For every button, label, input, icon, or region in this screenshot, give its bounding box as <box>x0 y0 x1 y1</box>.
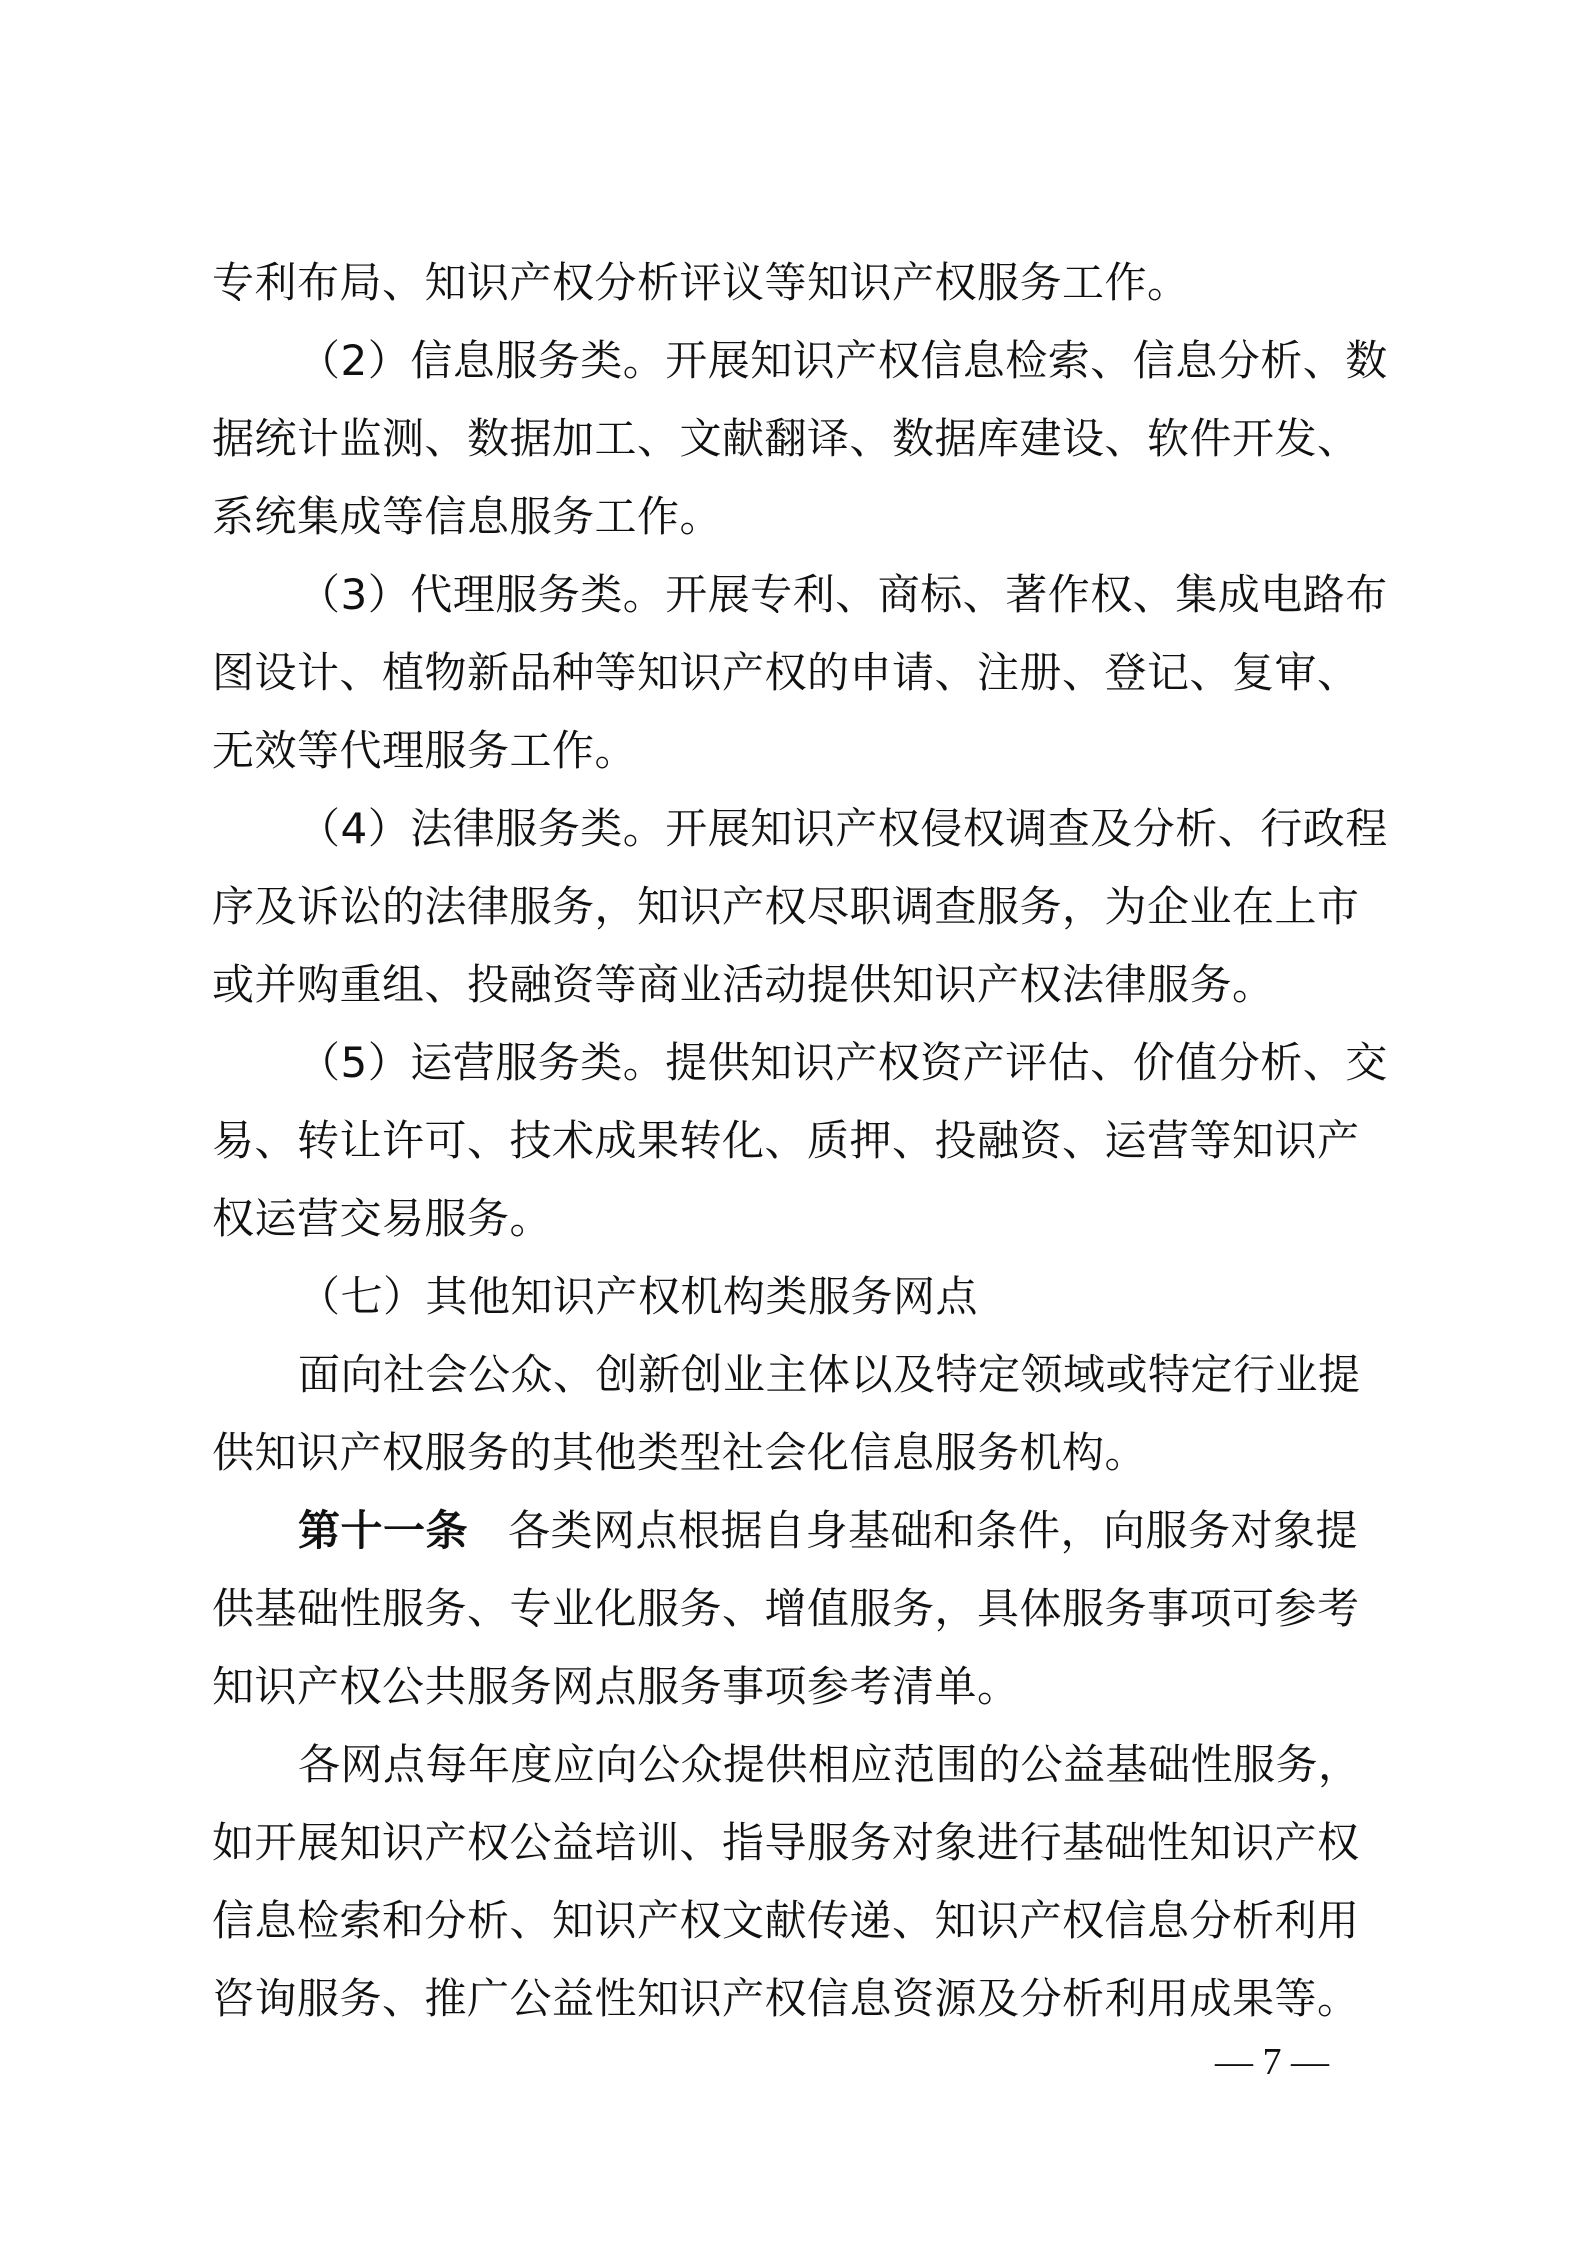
paragraph-line: 信息检索和分析、知识产权文献传递、知识产权信息分析利用 <box>212 1896 1360 1945</box>
paragraph-line: （4）法律服务类。开展知识产权侵权调查及分析、行政程 <box>298 804 1388 853</box>
section-heading: （七）其他知识产权机构类服务网点 <box>298 1272 979 1321</box>
paragraph-line: 面向社会公众、创新创业主体以及特定领域或特定行业提 <box>298 1350 1361 1399</box>
article-label: 第十一条 <box>298 1506 469 1555</box>
paragraph-line: （5）运营服务类。提供知识产权资产评估、价值分析、交 <box>298 1038 1388 1087</box>
paragraph-line: 如开展知识产权公益培训、指导服务对象进行基础性知识产权 <box>212 1818 1360 1867</box>
paragraph-line: 据统计监测、数据加工、文献翻译、数据库建设、软件开发、 <box>212 414 1360 463</box>
paragraph-line: 专利布局、知识产权分析评议等知识产权服务工作。 <box>212 258 1190 307</box>
paragraph-line: 或并购重组、投融资等商业活动提供知识产权法律服务。 <box>212 960 1275 1009</box>
paragraph-line: 供基础性服务、专业化服务、增值服务，具体服务事项可参考 <box>212 1584 1360 1633</box>
paragraph-line: 序及诉讼的法律服务，知识产权尽职调查服务，为企业在上市 <box>212 882 1360 931</box>
article-text: 各类网点根据自身基础和条件，向服务对象提 <box>508 1506 1359 1555</box>
paragraph-line: 易、转让许可、技术成果转化、质押、投融资、运营等知识产 <box>212 1116 1360 1165</box>
paragraph-line: 供知识产权服务的其他类型社会化信息服务机构。 <box>212 1428 1148 1477</box>
paragraph-line: 咨询服务、推广公益性知识产权信息资源及分析利用成果等。 <box>212 1974 1360 2023</box>
article-line <box>212 1492 1384 1570</box>
paragraph-line: 无效等代理服务工作。 <box>212 726 638 775</box>
paragraph-line: 各网点每年度应向公众提供相应范围的公益基础性服务， <box>298 1740 1361 1789</box>
page-number: — 7 — <box>1215 2041 1329 2083</box>
paragraph-line: 权运营交易服务。 <box>212 1194 553 1243</box>
paragraph-line: 知识产权公共服务网点服务事项参考清单。 <box>212 1662 1020 1711</box>
paragraph-line: 系统集成等信息服务工作。 <box>212 492 723 541</box>
paragraph-line: （2）信息服务类。开展知识产权信息检索、信息分析、数 <box>298 336 1388 385</box>
paragraph-line: （3）代理服务类。开展专利、商标、著作权、集成电路布 <box>298 570 1388 619</box>
document-body <box>212 244 1388 2038</box>
paragraph-line: 图设计、植物新品种等知识产权的申请、注册、登记、复审、 <box>212 648 1360 697</box>
